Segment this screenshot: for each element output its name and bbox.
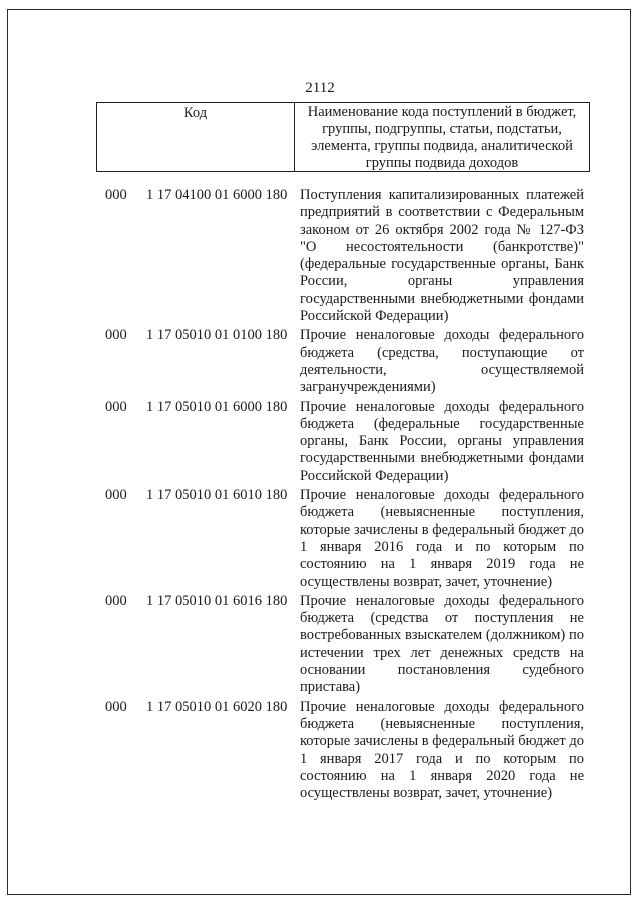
table-row xyxy=(0,399,640,485)
header-code-column: Код xyxy=(97,103,295,171)
page-number: 2112 xyxy=(305,80,335,96)
table-header xyxy=(96,102,590,172)
admin-code: 000 xyxy=(105,327,127,344)
income-code: 1 17 05010 01 0100 180 xyxy=(146,327,288,344)
income-code-list xyxy=(0,187,640,802)
admin-code: 000 xyxy=(105,487,127,504)
income-description: Прочие неналоговые доходы федерального бюджета (невыясненные поступления, которые зачислены в федеральный бюджет до 1 января 2017 года и по которым по состоянию на 1 января 2020 года не осуществлены возврат, зачет, уточнение) xyxy=(300,698,584,802)
header-name-column: Наименование кода поступлений в бюджет, группы, подгруппы, статьи, подстатьи, элемента, группы подвида, аналитической группы подвида доходов xyxy=(307,104,577,171)
income-code: 1 17 04100 01 6000 180 xyxy=(146,187,288,203)
income-code: 1 17 05010 01 6000 180 xyxy=(146,398,288,415)
table-row xyxy=(0,593,640,697)
admin-code: 000 xyxy=(105,398,127,415)
income-code: 1 17 05010 01 6016 180 xyxy=(146,592,288,609)
income-code: 1 17 05010 01 6020 180 xyxy=(146,698,288,715)
table-row xyxy=(0,327,640,396)
income-description: Прочие неналоговые доходы федерального бюджета (федеральные государственные органы, Банк России, органы управления государственными внебюджетными фондами Российской Федерации) xyxy=(300,398,584,484)
income-description: Прочие неналоговые доходы федерального бюджета (средства, поступающие от деятельности, осуществляемой загранучреждениями) xyxy=(300,327,584,396)
income-description: Поступления капитализированных платежей предприятий в соответствии с Федеральным законом от 26 октября 2002 года № 127-ФЗ "О несостоятельности (банкротстве)" (федеральные государственные органы, Банк России, органы управления государственными внебюджетными фондами Российской Федерации) xyxy=(300,187,584,325)
income-description: Прочие неналоговые доходы федерального бюджета (невыясненные поступления, которые зачислены в федеральный бюджет до 1 января 2016 года и по которым по состоянию на 1 января 2019 года не осуществлены возврат, зачет, уточнение) xyxy=(300,487,584,590)
admin-code: 000 xyxy=(105,187,127,203)
admin-code: 000 xyxy=(105,698,127,715)
table-row xyxy=(0,487,640,591)
admin-code: 000 xyxy=(105,592,127,609)
income-description: Прочие неналоговые доходы федерального бюджета (средства от поступления не востребованных взыскателем (должником) по истечении трех лет денежных средств на основании постановления судебного пристава) xyxy=(300,592,584,696)
table-row xyxy=(0,187,640,325)
table-row xyxy=(0,699,640,803)
income-code: 1 17 05010 01 6010 180 xyxy=(146,487,288,504)
